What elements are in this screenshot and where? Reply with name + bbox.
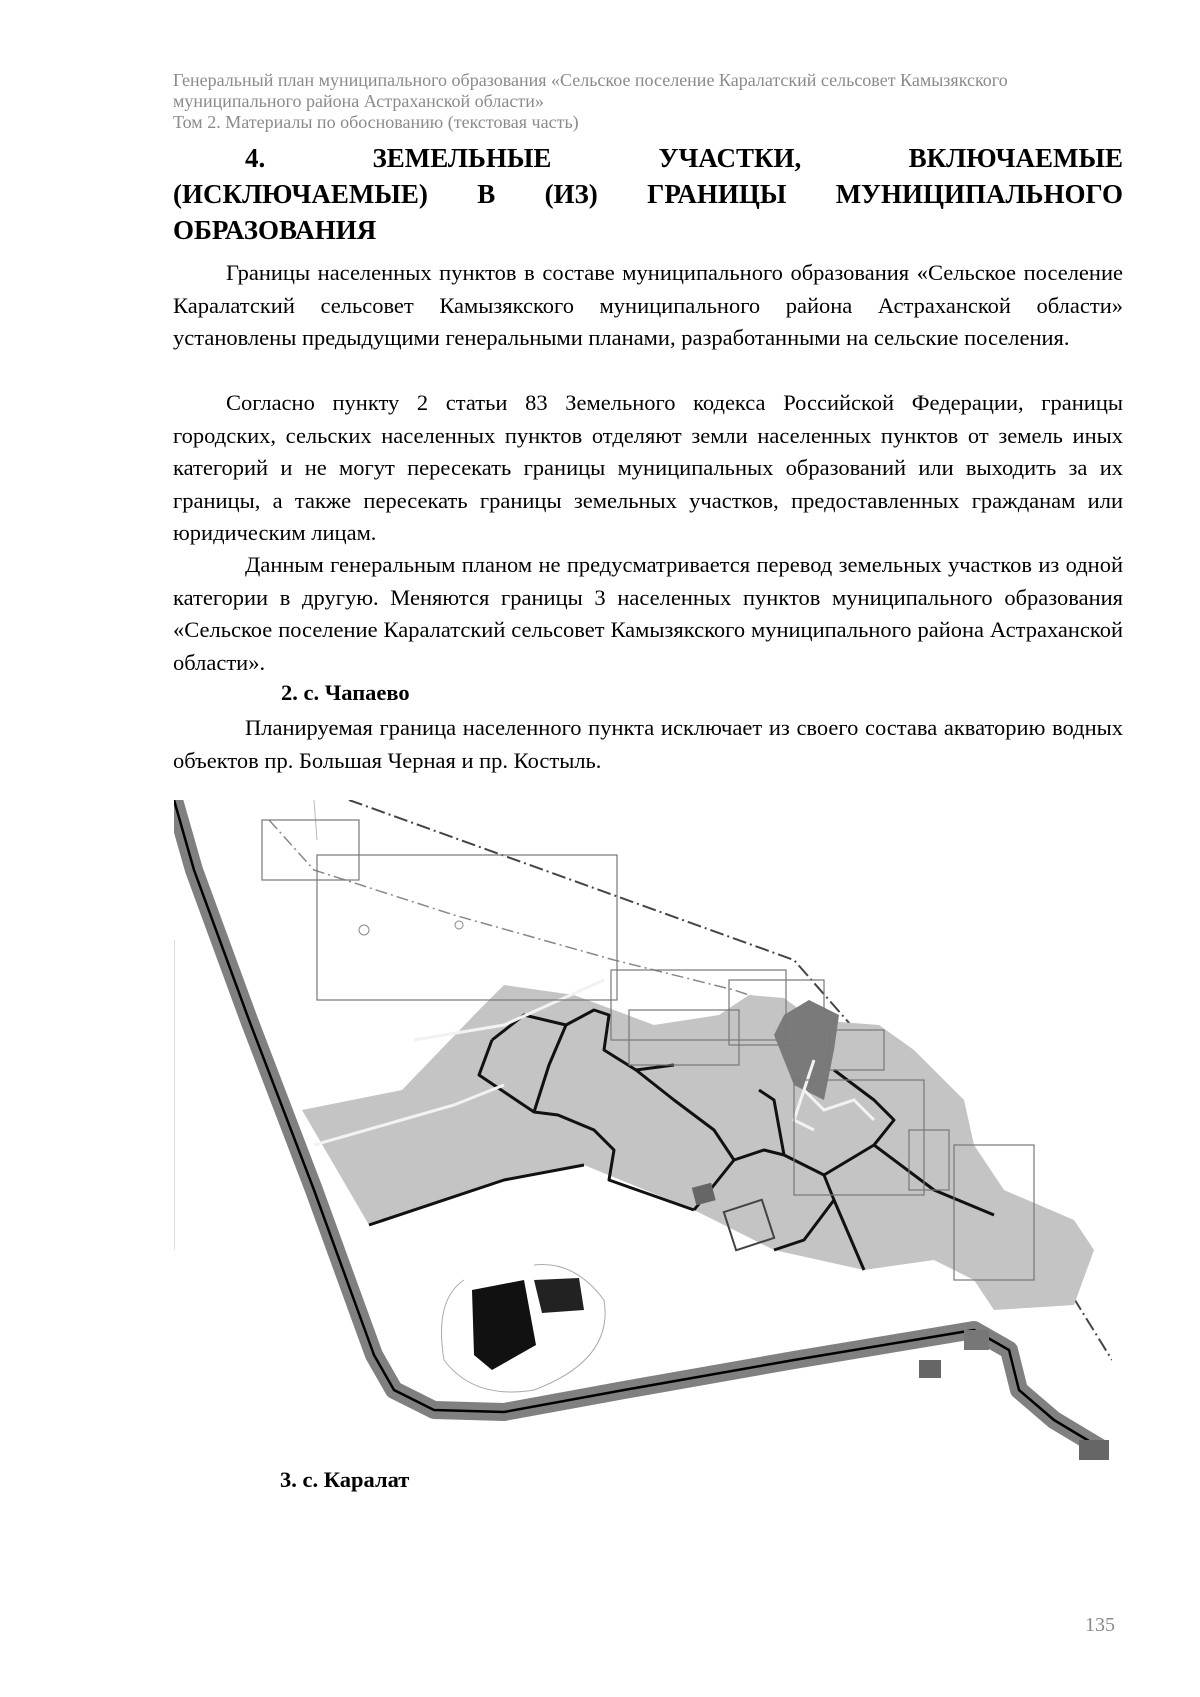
- section-heading: [173, 140, 1123, 248]
- small-block: [1079, 1440, 1109, 1460]
- heading-word: (ИСКЛЮЧАЕМЫЕ): [173, 179, 428, 209]
- paragraph-4: Планируемая граница населенного пункта исключает из своего состава акваторию водных объектов пр. Большая Черная и пр. Костыль.: [173, 715, 1123, 773]
- running-header: [173, 70, 1123, 133]
- header-line-2: муниципального района Астраханской области»: [173, 91, 544, 111]
- small-block: [919, 1360, 941, 1378]
- heading-word: 4.: [245, 143, 266, 173]
- heading-word: ЗЕМЕЛЬНЫЕ: [372, 143, 552, 173]
- heading-line-2: [173, 176, 1123, 212]
- header-line-3: Том 2. Материалы по обоснованию (текстовая часть): [173, 112, 579, 132]
- subsection-chapaevo: 2. с. Чапаево: [281, 680, 410, 705]
- settlement-area: [302, 985, 1094, 1310]
- building-large: [472, 1280, 536, 1370]
- subsection-karalat: 3. с. Каралат: [280, 1467, 410, 1492]
- header-line-1: Генеральный план муниципального образования «Сельское поселение Каралатский сельсовет Камызякского: [173, 70, 1008, 90]
- heading-word: В: [477, 179, 496, 209]
- point-marker: [359, 925, 369, 935]
- heading-line-3: ОБРАЗОВАНИЯ: [173, 215, 377, 245]
- paragraph-2: Согласно пункту 2 статьи 83 Земельного кодекса Российской Федерации, границы городских, сельских населенных пунктов отделяют земли населенных пунктов от земель иных категорий и не могут пересекать границы муниципальных образований или выходить за их границы, а также пересекать границы земельных участков, предоставленных гражданам или юридическим лицам.: [173, 390, 1123, 545]
- heading-word: УЧАСТКИ,: [658, 143, 802, 173]
- heading-word: ГРАНИЦЫ: [647, 179, 787, 209]
- settlement-boundary-map: [174, 800, 1112, 1460]
- heading-word: МУНИЦИПАЛЬНОГО: [835, 179, 1123, 209]
- small-block: [964, 1330, 989, 1350]
- point-marker: [455, 921, 463, 929]
- page-number: 135: [1085, 1614, 1115, 1636]
- paragraph-3: Данным генеральным планом не предусматривается перевод земельных участков из одной категории в другую. Меняются границы 3 населенных пунктов муниципального образования «Сельское поселение Каралатский сельсовет Камызякского муниципального района Астраханской области».: [173, 552, 1123, 675]
- heading-word: (ИЗ): [544, 179, 598, 209]
- heading-word: ВКЛЮЧАЕМЫЕ: [908, 143, 1123, 173]
- heading-line-1: [173, 140, 1123, 176]
- building-small: [534, 1278, 584, 1313]
- paragraph-1: Границы населенных пунктов в составе муниципального образования «Сельское поселение Каралатский сельсовет Камызякского муниципального района Астраханской области» установлены предыдущими генеральными планами, разработанными на сельские поселения.: [173, 260, 1123, 350]
